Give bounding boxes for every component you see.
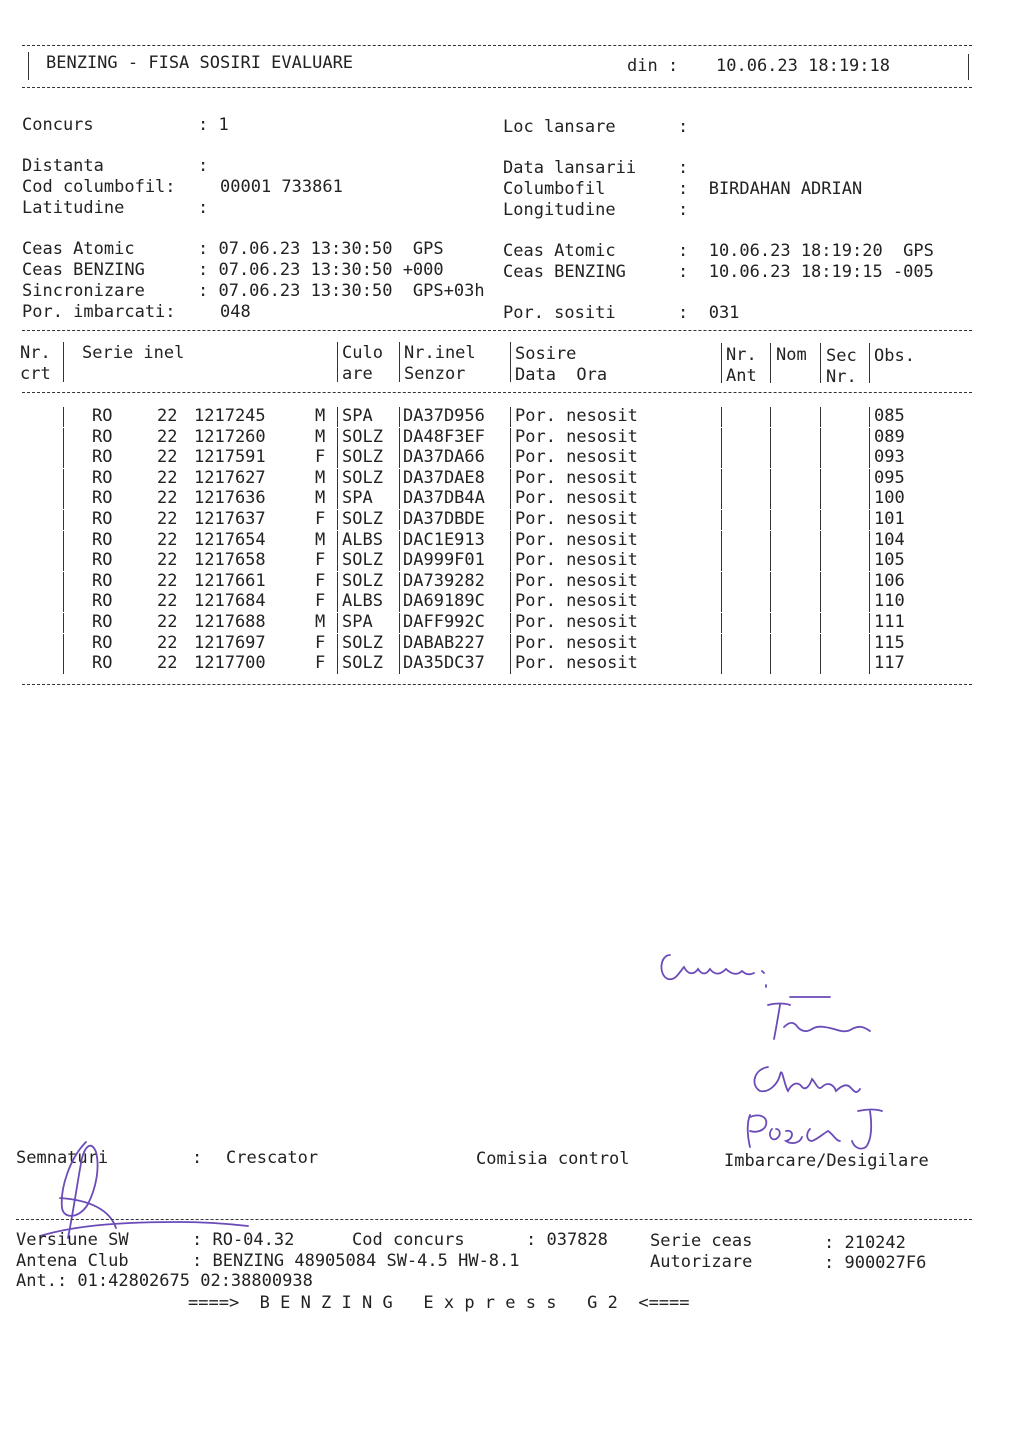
sync-label: Sincronizare — [22, 281, 145, 301]
cell-color: ALBS — [342, 591, 383, 612]
cell-ring: 1217260 — [194, 426, 266, 447]
row-col-sep — [869, 510, 870, 530]
row-col-sep — [770, 592, 771, 612]
embarked-label: Por. imbarcati: — [22, 302, 176, 322]
serie-ceas-label: Serie ceas — [650, 1231, 753, 1251]
header-sosire-2: Data Ora — [515, 365, 608, 385]
row-col-sep — [869, 489, 870, 509]
cell-sex: F — [315, 632, 326, 653]
row-col-sep — [63, 654, 64, 674]
header-top-rule — [22, 45, 972, 46]
row-col-sep — [869, 592, 870, 612]
cell-country: RO — [92, 550, 113, 571]
header-obs: Obs. — [874, 346, 915, 366]
row-col-sep — [63, 428, 64, 448]
cod-columbofil-value: 00001 733861 — [220, 177, 343, 197]
concurs-label: Concurs — [22, 115, 94, 135]
cell-country: RO — [92, 447, 113, 468]
row-col-sep — [770, 489, 771, 509]
cell-obs: 085 — [874, 406, 905, 426]
cell-color: SOLZ — [342, 632, 383, 653]
cell-country: RO — [92, 632, 113, 653]
table-top-rule — [22, 330, 972, 331]
row-col-sep — [869, 448, 870, 468]
row-col-sep — [337, 428, 338, 448]
header-bottom-rule — [22, 87, 972, 88]
row-col-sep — [770, 654, 771, 674]
row-col-sep — [63, 551, 64, 571]
row-col-sep — [721, 572, 722, 592]
header-sosire-1: Sosire — [515, 344, 577, 364]
cell-year: 22 — [157, 488, 178, 509]
row-col-sep — [510, 510, 511, 530]
cell-status: Por. nesosit — [515, 550, 638, 571]
cell-obs: 100 — [874, 488, 905, 509]
row-col-sep — [337, 572, 338, 592]
cell-obs: 117 — [874, 653, 905, 674]
header-nr-inel-1: Nr.inel — [404, 343, 476, 363]
row-col-sep — [770, 572, 771, 592]
row-col-sep — [63, 531, 64, 551]
cell-sensor: DA739282 — [403, 570, 485, 591]
cell-obs: 110 — [874, 591, 905, 612]
row-col-sep — [337, 489, 338, 509]
data-lansarii-label: Data lansarii — [503, 158, 637, 178]
cell-country: RO — [92, 529, 113, 550]
row-col-sep — [770, 428, 771, 448]
cell-year: 22 — [157, 447, 178, 468]
cell-sex: M — [315, 426, 326, 447]
row-col-sep — [721, 654, 722, 674]
cell-sensor: DA999F01 — [403, 550, 485, 571]
row-col-sep — [721, 613, 722, 633]
cell-sex: M — [315, 612, 326, 632]
row-col-sep — [399, 448, 400, 468]
cell-ring: 1217591 — [194, 447, 266, 468]
row-col-sep — [63, 592, 64, 612]
row-col-sep — [770, 634, 771, 654]
date-value: 10.06.23 18:19:18 — [716, 56, 890, 76]
cell-status: Por. nesosit — [515, 591, 638, 612]
end-atomic-value: : 10.06.23 18:19:20 GPS — [678, 241, 934, 261]
autorizare-value: : 900027F6 — [824, 1253, 927, 1273]
signatures-label: Semnaturi — [16, 1148, 109, 1168]
header-sec-nr-1: Sec — [826, 346, 857, 366]
cell-color: SPA — [342, 406, 373, 426]
row-col-sep — [337, 592, 338, 612]
distanta-label: Distanta — [22, 156, 104, 176]
cell-obs: 106 — [874, 570, 905, 591]
header-col-sep — [63, 342, 64, 382]
cell-status: Por. nesosit — [515, 612, 638, 632]
row-col-sep — [399, 407, 400, 427]
arrived-value: : 031 — [678, 303, 740, 323]
header-nr-crt-1: Nr. — [20, 343, 51, 363]
row-col-sep — [869, 634, 870, 654]
row-col-sep — [721, 531, 722, 551]
row-col-sep — [337, 448, 338, 468]
row-col-sep — [820, 489, 821, 509]
cell-sex: F — [315, 550, 326, 571]
row-col-sep — [721, 551, 722, 571]
end-atomic-label: Ceas Atomic — [503, 241, 616, 261]
row-col-sep — [510, 592, 511, 612]
row-col-sep — [63, 634, 64, 654]
row-col-sep — [510, 551, 511, 571]
date-label: din : — [627, 56, 679, 76]
header-nr-inel-2: Senzor — [404, 364, 466, 384]
cell-year: 22 — [157, 426, 178, 447]
handwritten-signatures — [650, 935, 910, 1165]
row-col-sep — [63, 469, 64, 489]
row-col-sep — [721, 510, 722, 530]
cell-ring: 1217658 — [194, 550, 266, 571]
cell-ring: 1217688 — [194, 612, 266, 632]
cell-sensor: DA37DAE8 — [403, 467, 485, 488]
cell-obs: 095 — [874, 467, 905, 488]
document-title: BENZING - FISA SOSIRI EVALUARE — [46, 53, 354, 73]
columbofil-value: : BIRDAHAN ADRIAN — [678, 179, 863, 199]
signature-dalan — [754, 1067, 860, 1092]
cod-columbofil-label: Cod columbofil: — [22, 177, 176, 197]
cell-country: RO — [92, 426, 113, 447]
cell-sensor: DA37D956 — [403, 406, 485, 426]
cell-status: Por. nesosit — [515, 632, 638, 653]
cell-sex: M — [315, 488, 326, 509]
arrived-label: Por. sositi — [503, 303, 616, 323]
versiune-value: : RO-04.32 — [192, 1230, 295, 1250]
row-col-sep — [721, 489, 722, 509]
row-col-sep — [399, 469, 400, 489]
cell-year: 22 — [157, 406, 178, 426]
end-benzing-label: Ceas BENZING — [503, 262, 626, 282]
row-col-sep — [820, 531, 821, 551]
row-col-sep — [337, 531, 338, 551]
row-col-sep — [399, 613, 400, 633]
row-col-sep — [510, 634, 511, 654]
loc-lansare-value: : — [678, 117, 689, 137]
cell-status: Por. nesosit — [515, 509, 638, 529]
header-col-sep — [721, 343, 722, 383]
antena-value: : BENZING 48905084 SW-4.5 HW-8.1 — [192, 1251, 520, 1271]
row-col-sep — [399, 634, 400, 654]
row-col-sep — [820, 634, 821, 654]
row-col-sep — [399, 654, 400, 674]
row-col-sep — [770, 531, 771, 551]
row-col-sep — [820, 572, 821, 592]
row-col-sep — [510, 469, 511, 489]
row-col-sep — [820, 613, 821, 633]
cell-sensor: DA48F3EF — [403, 426, 485, 447]
sync-value: : 07.06.23 13:30:50 GPS+03h — [198, 281, 485, 301]
cell-country: RO — [92, 653, 113, 674]
row-col-sep — [63, 510, 64, 530]
row-col-sep — [820, 448, 821, 468]
distanta-value: : — [198, 156, 209, 176]
cell-sensor: DABAB227 — [403, 632, 485, 653]
row-col-sep — [399, 489, 400, 509]
row-col-sep — [820, 510, 821, 530]
start-benzing-value: : 07.06.23 13:30:50 +000 — [198, 260, 444, 280]
cell-sensor: DA37DA66 — [403, 447, 485, 468]
row-col-sep — [721, 634, 722, 654]
cell-color: SOLZ — [342, 447, 383, 468]
cell-status: Por. nesosit — [515, 406, 638, 426]
cell-obs: 105 — [874, 550, 905, 571]
data-lansarii-value: : — [678, 158, 689, 178]
cell-color: SOLZ — [342, 550, 383, 571]
cell-sex: F — [315, 653, 326, 674]
row-col-sep — [820, 428, 821, 448]
row-col-sep — [820, 551, 821, 571]
cell-status: Por. nesosit — [515, 653, 638, 674]
antena-label: Antena Club — [16, 1251, 129, 1271]
footer-top-rule — [16, 1219, 972, 1220]
cell-status: Por. nesosit — [515, 488, 638, 509]
cell-year: 22 — [157, 509, 178, 529]
row-col-sep — [721, 448, 722, 468]
row-col-sep — [721, 407, 722, 427]
row-col-sep — [721, 469, 722, 489]
cell-country: RO — [92, 612, 113, 632]
cell-status: Por. nesosit — [515, 570, 638, 591]
row-col-sep — [399, 428, 400, 448]
row-col-sep — [770, 551, 771, 571]
imbarcare-label: Imbarcare/Desigilare — [724, 1151, 929, 1171]
signature-comisia — [661, 955, 830, 997]
row-col-sep — [399, 510, 400, 530]
cell-color: SOLZ — [342, 426, 383, 447]
signature-pascan — [748, 1110, 882, 1149]
header-nom: Nom — [776, 345, 807, 365]
row-col-sep — [399, 592, 400, 612]
table-header-rule — [22, 392, 972, 393]
header-nr-crt-2: crt — [20, 364, 51, 384]
row-col-sep — [820, 469, 821, 489]
cell-country: RO — [92, 467, 113, 488]
cod-concurs-label: Cod concurs — [352, 1230, 465, 1250]
row-col-sep — [869, 654, 870, 674]
cell-color: SOLZ — [342, 509, 383, 529]
comisia-label: Comisia control — [476, 1149, 630, 1169]
cell-color: SOLZ — [342, 653, 383, 674]
cell-sensor: DA69189C — [403, 591, 485, 612]
cell-sensor: DAC1E913 — [403, 529, 485, 550]
cell-obs: 115 — [874, 632, 905, 653]
row-col-sep — [63, 572, 64, 592]
cell-ring: 1217637 — [194, 509, 266, 529]
header-col-sep — [337, 342, 338, 382]
loc-lansare-label: Loc lansare — [503, 117, 616, 137]
cell-obs: 101 — [874, 509, 905, 529]
row-col-sep — [510, 428, 511, 448]
cell-sex: F — [315, 509, 326, 529]
row-col-sep — [337, 634, 338, 654]
row-col-sep — [510, 489, 511, 509]
header-culoare-1: Culo — [342, 343, 383, 363]
concurs-value: : 1 — [198, 115, 229, 135]
row-col-sep — [820, 592, 821, 612]
header-nr-ant-1: Nr. — [726, 345, 757, 365]
row-col-sep — [337, 613, 338, 633]
row-col-sep — [820, 407, 821, 427]
start-atomic-label: Ceas Atomic — [22, 239, 135, 259]
cell-obs: 104 — [874, 529, 905, 550]
cell-status: Por. nesosit — [515, 426, 638, 447]
row-col-sep — [337, 469, 338, 489]
cell-sex: F — [315, 570, 326, 591]
row-col-sep — [770, 613, 771, 633]
row-col-sep — [770, 510, 771, 530]
serie-ceas-value: : 210242 — [824, 1233, 906, 1253]
row-col-sep — [510, 531, 511, 551]
header-col-sep — [770, 343, 771, 383]
row-col-sep — [820, 654, 821, 674]
row-col-sep — [770, 469, 771, 489]
row-col-sep — [770, 407, 771, 427]
start-atomic-value: : 07.06.23 13:30:50 GPS — [198, 239, 444, 259]
cell-year: 22 — [157, 612, 178, 632]
row-col-sep — [337, 551, 338, 571]
row-col-sep — [63, 448, 64, 468]
row-col-sep — [869, 572, 870, 592]
benzing-banner: ====> B E N Z I N G E x p r e s s G 2 <==== — [188, 1293, 690, 1313]
cell-status: Por. nesosit — [515, 467, 638, 488]
cell-country: RO — [92, 509, 113, 529]
header-col-sep — [820, 343, 821, 383]
row-col-sep — [869, 531, 870, 551]
cell-ring: 1217654 — [194, 529, 266, 550]
cell-obs: 093 — [874, 447, 905, 468]
cell-obs: 089 — [874, 426, 905, 447]
signatures-colon: : — [192, 1148, 203, 1168]
cell-sensor: DA37DB4A — [403, 488, 485, 509]
row-col-sep — [399, 572, 400, 592]
cell-ring: 1217684 — [194, 591, 266, 612]
cell-sex: F — [315, 447, 326, 468]
cell-color: ALBS — [342, 529, 383, 550]
row-col-sep — [721, 592, 722, 612]
cell-sensor: DA37DBDE — [403, 509, 485, 529]
header-right-border — [968, 54, 969, 80]
row-col-sep — [510, 407, 511, 427]
row-col-sep — [869, 469, 870, 489]
row-col-sep — [63, 489, 64, 509]
header-col-sep — [869, 343, 870, 383]
cell-color: SOLZ — [342, 570, 383, 591]
cell-year: 22 — [157, 467, 178, 488]
cell-country: RO — [92, 488, 113, 509]
end-benzing-value: : 10.06.23 18:19:15 -005 — [678, 262, 934, 282]
cell-color: SOLZ — [342, 467, 383, 488]
cell-color: SPA — [342, 488, 373, 509]
longitudine-value: : — [678, 200, 689, 220]
row-col-sep — [337, 407, 338, 427]
header-col-sep — [399, 342, 400, 382]
table-bottom-rule — [22, 684, 972, 685]
latitudine-value: : — [198, 198, 209, 218]
row-col-sep — [770, 448, 771, 468]
start-benzing-label: Ceas BENZING — [22, 260, 145, 280]
row-col-sep — [337, 654, 338, 674]
cell-year: 22 — [157, 550, 178, 571]
row-col-sep — [63, 407, 64, 427]
header-culoare-2: are — [342, 364, 373, 384]
header-serie-inel: Serie inel — [82, 343, 185, 363]
header-left-border — [28, 52, 29, 80]
row-col-sep — [869, 613, 870, 633]
cell-ring: 1217627 — [194, 467, 266, 488]
latitudine-label: Latitudine — [22, 198, 125, 218]
cell-sex: M — [315, 406, 326, 426]
cell-country: RO — [92, 591, 113, 612]
cell-obs: 111 — [874, 612, 905, 632]
cell-year: 22 — [157, 653, 178, 674]
versiune-label: Versiune SW — [16, 1230, 129, 1250]
row-col-sep — [337, 510, 338, 530]
row-col-sep — [510, 654, 511, 674]
cell-sex: M — [315, 529, 326, 550]
cell-sex: F — [315, 591, 326, 612]
columbofil-label: Columbofil — [503, 179, 606, 199]
header-col-sep — [510, 342, 511, 382]
header-sec-nr-2: Nr. — [826, 367, 857, 387]
cell-ring: 1217697 — [194, 632, 266, 653]
crescator-label: Crescator — [226, 1148, 319, 1168]
cell-sensor: DA35DC37 — [403, 653, 485, 674]
cell-year: 22 — [157, 591, 178, 612]
row-col-sep — [869, 551, 870, 571]
cell-year: 22 — [157, 632, 178, 653]
embarked-value: 048 — [220, 302, 251, 322]
antenna-ids: Ant.: 01:42802675 02:38800938 — [16, 1271, 313, 1291]
row-col-sep — [510, 448, 511, 468]
cell-status: Por. nesosit — [515, 447, 638, 468]
row-col-sep — [399, 551, 400, 571]
cell-country: RO — [92, 570, 113, 591]
cell-status: Por. nesosit — [515, 529, 638, 550]
cell-ring: 1217636 — [194, 488, 266, 509]
signature-trifan — [768, 1004, 870, 1040]
row-col-sep — [510, 572, 511, 592]
cell-year: 22 — [157, 570, 178, 591]
cell-country: RO — [92, 406, 113, 426]
header-nr-ant-2: Ant — [726, 366, 757, 386]
row-col-sep — [721, 428, 722, 448]
cell-ring: 1217661 — [194, 570, 266, 591]
cod-concurs-value: : 037828 — [526, 1230, 608, 1250]
row-col-sep — [510, 613, 511, 633]
row-col-sep — [869, 407, 870, 427]
row-col-sep — [869, 428, 870, 448]
autorizare-label: Autorizare — [650, 1252, 753, 1272]
cell-ring: 1217245 — [194, 406, 266, 426]
row-col-sep — [63, 613, 64, 633]
cell-color: SPA — [342, 612, 373, 632]
cell-sex: M — [315, 467, 326, 488]
longitudine-label: Longitudine — [503, 200, 616, 220]
cell-ring: 1217700 — [194, 653, 266, 674]
cell-sensor: DAFF992C — [403, 612, 485, 632]
cell-year: 22 — [157, 529, 178, 550]
row-col-sep — [399, 531, 400, 551]
